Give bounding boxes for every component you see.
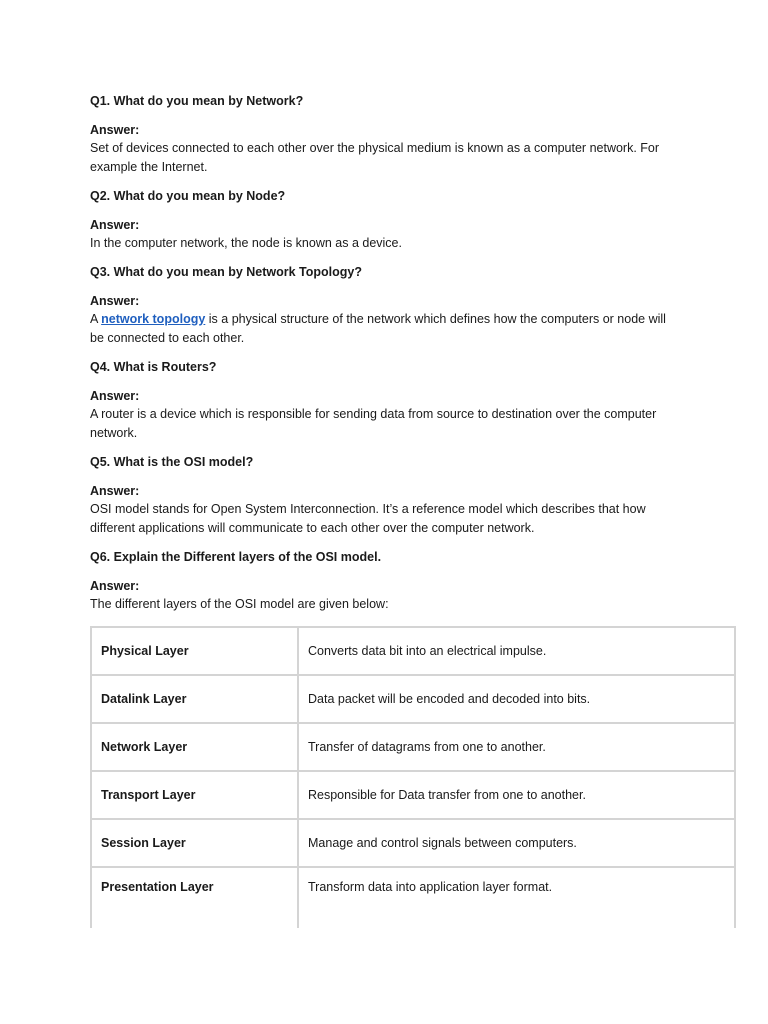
- qa-item-6: [90, 548, 736, 614]
- qa-item-5: [90, 453, 736, 538]
- answer-text-4-line-2: network.: [90, 426, 138, 440]
- answer-text-1-line-1: Set of devices connected to each other over the physical medium is known as a computer network. For: [90, 141, 660, 155]
- question-2: Q2. What do you mean by Node?: [90, 189, 286, 203]
- layer-description-cell: Transform data into application layer format.: [298, 867, 735, 928]
- question-4: Q4. What is Routers?: [90, 360, 217, 374]
- answer-text-5-line-2: different applications will communicate to each other over the computer network.: [90, 521, 535, 535]
- answer-label-6: Answer:: [90, 579, 140, 593]
- layer-name-cell: Datalink Layer: [91, 675, 298, 723]
- table-row: [91, 675, 735, 723]
- qa-item-2: [90, 187, 736, 253]
- answer-text-3-line-1: [90, 310, 736, 329]
- layer-description-cell: Responsible for Data transfer from one to another.: [298, 771, 735, 819]
- qa-item-3: [90, 263, 736, 348]
- answer-text-3-prefix: A: [90, 312, 102, 326]
- answer-label-3: Answer:: [90, 294, 140, 308]
- network-topology-link[interactable]: network topology: [101, 312, 206, 326]
- layer-description-cell: Transfer of datagrams from one to another.: [298, 723, 735, 771]
- layer-description-cell: Data packet will be encoded and decoded into bits.: [298, 675, 735, 723]
- answer-text-6-line-1: The different layers of the OSI model are given below:: [90, 597, 389, 611]
- table-row: [91, 867, 735, 928]
- answer-text-5-line-1: OSI model stands for Open System Interconnection. It’s a reference model which describes that how: [90, 502, 646, 516]
- layer-description-cell: Converts data bit into an electrical impulse.: [298, 627, 735, 675]
- osi-layers-table: [90, 626, 736, 928]
- layer-description-cell: Manage and control signals between computers.: [298, 819, 735, 867]
- question-3: Q3. What do you mean by Network Topology?: [90, 265, 363, 279]
- qa-item-1: [90, 92, 736, 177]
- table-row: [91, 723, 735, 771]
- layer-name-cell: Transport Layer: [91, 771, 298, 819]
- answer-text-3-suffix: is a physical structure of the network which defines how the computers or node will: [205, 312, 666, 326]
- qa-item-4: [90, 358, 736, 443]
- answer-text-2-line-1: In the computer network, the node is known as a device.: [90, 236, 402, 250]
- answer-text-1-line-2: example the Internet.: [90, 160, 208, 174]
- table-row: [91, 627, 735, 675]
- table-row: [91, 771, 735, 819]
- answer-label-2: Answer:: [90, 218, 140, 232]
- layer-name-cell: Session Layer: [91, 819, 298, 867]
- layer-name-cell: Physical Layer: [91, 627, 298, 675]
- answer-label-5: Answer:: [90, 484, 140, 498]
- layer-name-cell: Presentation Layer: [91, 867, 298, 928]
- answer-label-1: Answer:: [90, 123, 140, 137]
- question-1: Q1. What do you mean by Network?: [90, 94, 304, 108]
- answer-text-3-line-2: be connected to each other.: [90, 331, 245, 345]
- answer-label-4: Answer:: [90, 389, 140, 403]
- answer-text-4-line-1: A router is a device which is responsible for sending data from source to destination over the computer: [90, 407, 657, 421]
- document-page: [90, 92, 736, 928]
- layer-name-cell: Network Layer: [91, 723, 298, 771]
- question-5: Q5. What is the OSI model?: [90, 455, 254, 469]
- question-6: Q6. Explain the Different layers of the OSI model.: [90, 550, 382, 564]
- table-row: [91, 819, 735, 867]
